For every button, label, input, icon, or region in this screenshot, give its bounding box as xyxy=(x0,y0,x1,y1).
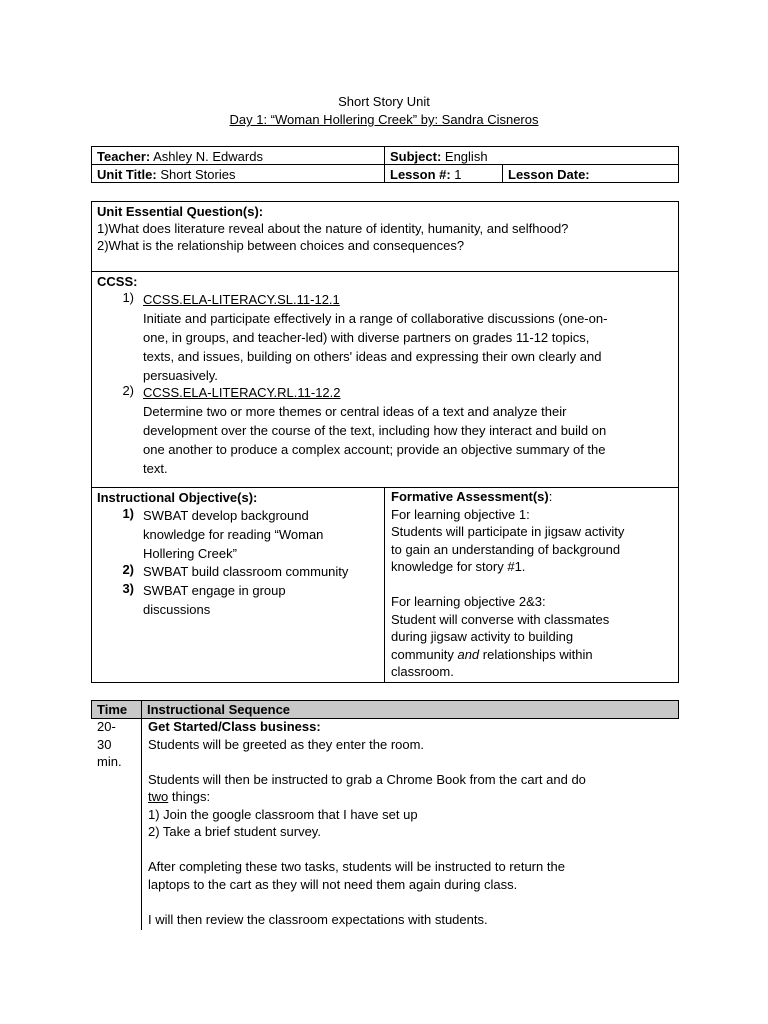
lesson-label: Lesson #: xyxy=(390,167,451,182)
time-value: 20- 30 min. xyxy=(97,719,122,769)
document-title: Short Story Unit xyxy=(338,94,430,109)
ccss-label: CCSS: xyxy=(97,274,138,289)
unit-title-value: Short Stories xyxy=(156,167,236,182)
sequence-header: Instructional Sequence xyxy=(147,702,291,717)
essential-q2: 2)What is the relationship between choices and consequences? xyxy=(97,238,465,253)
formative-assessment: Formative Assessment(s): For learning objective 1: Students will participate in jigsaw activity to gain an understanding of background knowledge for story #1. For learning objective 2&3: Student will converse with classmates during jigsaw activity to building community and relationships within classroom. xyxy=(391,489,625,679)
unit-title-cell xyxy=(91,164,241,185)
subject-value: English xyxy=(441,149,488,164)
objective-1-text: SWBAT develop background knowledge for reading “Woman Hollering Creek” xyxy=(143,508,324,561)
unit-title-label: Unit Title: xyxy=(97,167,157,182)
time-header: Time xyxy=(97,702,128,717)
lesson-cell xyxy=(384,164,468,185)
ccss-item-2-text: Determine two or more themes or central ideas of a text and analyze their development over the course of the text, including how they interact and build on one another to produce a complex account; provide an objective summary of the text. xyxy=(143,404,607,476)
subject-label: Subject: xyxy=(390,149,442,164)
lesson-date-label: Lesson Date: xyxy=(508,167,590,182)
sequence-content: Get Started/Class business: Students will be greeted as they enter the room. Students will then be instructed to grab a Chrome Book from the cart and do two things: 1) Join the google classroom that I have set up 2) Take a brief student survey. After completing these two tasks, students will be instructed to return the laptops to the cart as they will not need them again during class. I will then review the classroom expectations with students. xyxy=(148,719,586,927)
document-subtitle: Day 1: “Woman Hollering Creek” by: Sandra Cisneros xyxy=(229,112,539,127)
teacher-label: Teacher: xyxy=(97,149,151,164)
objective-3-num: 3) xyxy=(122,581,134,596)
ccss-item-1-text: Initiate and participate effectively in a range of collaborative discussions (one-on- one, in groups, and teacher-led) with diverse partners on grades 11-12 topics, texts, and issues, building on others' ideas and expressing their own clearly and persuasively. xyxy=(143,311,608,383)
ccss-item-2-code: CCSS.ELA-LITERACY.RL.11-12.2 xyxy=(143,385,341,400)
ccss-item-2-num: 2) xyxy=(122,383,134,398)
essential-q1: 1)What does literature reveal about the nature of identity, humanity, and selfhood? xyxy=(97,221,569,236)
essential-label: Unit Essential Question(s): xyxy=(97,204,264,219)
essential-questions xyxy=(91,201,679,256)
section-title: Get Started/Class business: xyxy=(148,719,321,734)
objective-3-text: SWBAT engage in group discussions xyxy=(143,583,286,617)
teacher-value: Ashley N. Edwards xyxy=(150,149,263,164)
objective-1-num: 1) xyxy=(122,506,134,521)
objective-2-text: SWBAT build classroom community xyxy=(143,564,349,579)
lesson-date-cell xyxy=(502,164,596,185)
ccss-item-1-code: CCSS.ELA-LITERACY.SL.11-12.1 xyxy=(143,292,340,307)
objective-2-num: 2) xyxy=(122,562,134,577)
objectives-label: Instructional Objective(s): xyxy=(97,490,258,505)
ccss-item-1-num: 1) xyxy=(122,290,134,305)
lesson-value: 1 xyxy=(450,167,462,182)
formative-label: Formative Assessment(s) xyxy=(391,489,549,504)
